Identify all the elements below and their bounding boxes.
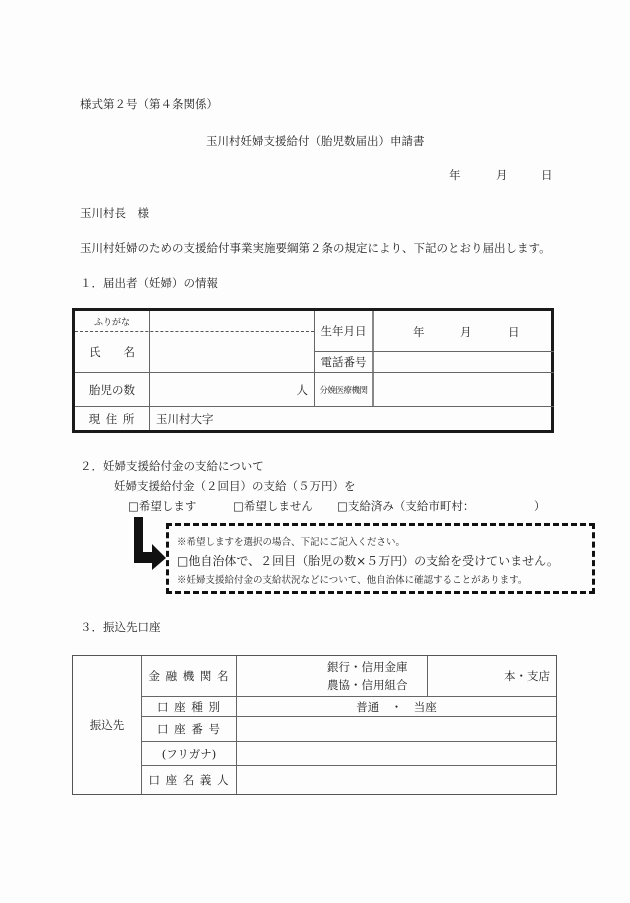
transfer-destination-label: 振込先 [89, 718, 125, 732]
section3-heading: ３．振込先口座 [80, 620, 161, 634]
address-field[interactable]: 玉川村大字 [156, 411, 214, 426]
page-title: 玉川村妊婦支援給付（胎児数届出）申請書 [206, 134, 425, 148]
option-wish[interactable]: □希望します [128, 499, 197, 513]
option-no-wish[interactable]: □希望しません [233, 499, 313, 513]
bank-types-line1: 銀行・信用金庫 [327, 660, 408, 674]
account-holder-label: 口 座 名 義 人 [148, 773, 230, 787]
address-label: 現 住 所 [88, 411, 136, 426]
holder-furigana-field[interactable] [237, 742, 556, 765]
section2-heading: ２．妊婦支援給付金の支給について [80, 459, 264, 473]
furigana-field[interactable] [150, 311, 314, 331]
name-field[interactable] [150, 332, 314, 372]
phone-label: 電話番号 [320, 355, 367, 369]
arrow-down-right-icon [130, 515, 170, 570]
account-number-field[interactable] [237, 717, 556, 741]
other-municipality-checkbox[interactable]: □他自治体で、２回目（胎児の数×５万円）の支給を受けていません。 [177, 554, 559, 568]
branch-field[interactable] [428, 656, 556, 696]
section1-heading: １．届出者（妊婦）の情報 [80, 276, 218, 290]
hospital-field[interactable] [374, 373, 554, 406]
form-number: 様式第２号（第４条関係） [80, 97, 218, 111]
date-year-label: 年 [449, 168, 461, 182]
date-month-label: 月 [496, 168, 508, 182]
account-number-label: 口 座 番 号 [157, 722, 221, 736]
bank-account-table [72, 655, 557, 795]
conditional-note-box [166, 523, 595, 594]
applicant-info-table [72, 308, 554, 433]
phone-field[interactable] [374, 352, 554, 372]
bank-name-label: 金 融 機 関 名 [148, 669, 230, 683]
birthdate-label: 生年月日 [320, 324, 367, 338]
hospital-label: 分娩医療機関 [319, 385, 368, 396]
name-label: 氏 名 [89, 344, 135, 359]
bank-types-line2: 農協・信用組合 [327, 678, 408, 692]
furigana-label: ふりがな [93, 317, 130, 328]
note-text: ※妊婦支援給付金の支給状況などについて、他自治体に確認することがあります。 [177, 575, 528, 586]
account-holder-field[interactable] [237, 766, 556, 794]
account-type-label: 口 座 種 別 [157, 699, 221, 714]
date-day-label: 日 [541, 168, 553, 182]
furigana-kana-label: (フリガナ) [161, 746, 217, 761]
addressee: 玉川村長 様 [80, 206, 149, 220]
birth-month-label: 月 [460, 325, 472, 339]
option-already-paid[interactable]: □支給済み（支給市町村： [337, 499, 475, 513]
birthdate-field[interactable] [374, 311, 554, 351]
section2-subheading: 妊婦支援給付金（２回目）の支給（５万円）を [114, 479, 356, 493]
fetus-count-label: 胎児の数 [89, 382, 135, 397]
intro-text: 玉川村妊婦のための支援給付事業実施要綱第２条の規定により、下記のとおり届出します。 [80, 241, 551, 255]
branch-label: 本・支店 [504, 669, 550, 683]
bank-name-field[interactable] [237, 656, 427, 696]
birth-day-label: 日 [508, 325, 520, 339]
fetus-count-field[interactable] [150, 373, 314, 406]
note-instruction: ※希望しますを選択の場合、下記にご記入ください。 [177, 537, 406, 548]
option-close-paren: ） [534, 499, 546, 513]
birth-year-label: 年 [413, 325, 425, 339]
fetus-unit: 人 [296, 382, 308, 397]
account-type-field[interactable]: 普通 ・ 当座 [356, 699, 437, 714]
